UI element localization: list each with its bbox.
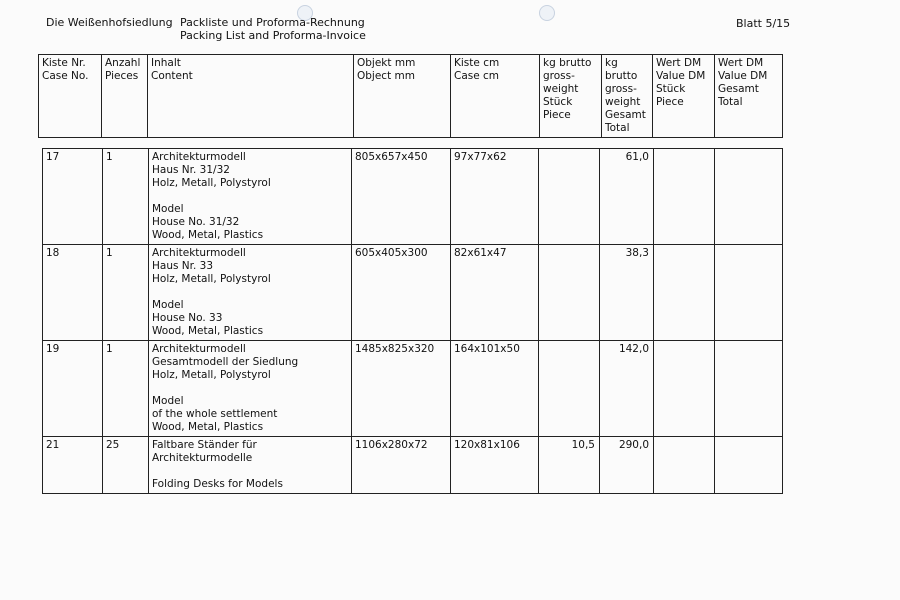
value-piece-cell bbox=[654, 245, 715, 341]
case-no-cell: 18 bbox=[43, 245, 103, 341]
value-piece-cell bbox=[654, 341, 715, 437]
document-org: Die Weißenhofsiedlung bbox=[46, 16, 173, 29]
kg-piece-cell bbox=[539, 149, 600, 245]
punch-hole bbox=[539, 5, 555, 21]
sheet-number: Blatt 5/15 bbox=[736, 17, 791, 30]
value-piece-cell bbox=[654, 437, 715, 494]
case-cm-cell: 97x77x62 bbox=[451, 149, 539, 245]
col-header-object-mm: Objekt mm Object mm bbox=[354, 55, 451, 138]
kg-total-cell: 61,0 bbox=[600, 149, 654, 245]
table-row bbox=[43, 437, 783, 494]
column-header-table bbox=[38, 54, 783, 138]
packing-list-table bbox=[42, 148, 783, 494]
value-total-cell bbox=[715, 245, 783, 341]
content-cell: Architekturmodell Haus Nr. 33 Holz, Metall, Polystyrol Model House No. 33 Wood, Metal, Plastics bbox=[149, 245, 352, 341]
value-total-cell bbox=[715, 341, 783, 437]
value-total-cell bbox=[715, 437, 783, 494]
content-cell: Architekturmodell Haus Nr. 31/32 Holz, Metall, Polystyrol Model House No. 31/32 Wood, Metal, Plastics bbox=[149, 149, 352, 245]
table-row bbox=[43, 341, 783, 437]
kg-total-cell: 290,0 bbox=[600, 437, 654, 494]
col-header-content: Inhalt Content bbox=[148, 55, 354, 138]
case-no-cell: 21 bbox=[43, 437, 103, 494]
col-header-kg-piece: kg brutto gross- weight Stück Piece bbox=[540, 55, 602, 138]
object-mm-cell: 805x657x450 bbox=[352, 149, 451, 245]
table-row bbox=[43, 149, 783, 245]
case-cm-cell: 82x61x47 bbox=[451, 245, 539, 341]
value-piece-cell bbox=[654, 149, 715, 245]
object-mm-cell: 1106x280x72 bbox=[352, 437, 451, 494]
col-header-value-piece: Wert DM Value DM Stück Piece bbox=[653, 55, 715, 138]
col-header-case-no: Kiste Nr. Case No. bbox=[39, 55, 102, 138]
case-cm-cell: 120x81x106 bbox=[451, 437, 539, 494]
pieces-cell: 25 bbox=[103, 437, 149, 494]
pieces-cell: 1 bbox=[103, 341, 149, 437]
pieces-cell: 1 bbox=[103, 149, 149, 245]
object-mm-cell: 605x405x300 bbox=[352, 245, 451, 341]
table-row bbox=[43, 245, 783, 341]
kg-piece-cell bbox=[539, 341, 600, 437]
object-mm-cell: 1485x825x320 bbox=[352, 341, 451, 437]
kg-total-cell: 142,0 bbox=[600, 341, 654, 437]
case-cm-cell: 164x101x50 bbox=[451, 341, 539, 437]
content-cell: Faltbare Ständer für Architekturmodelle Folding Desks for Models bbox=[149, 437, 352, 494]
kg-total-cell: 38,3 bbox=[600, 245, 654, 341]
kg-piece-cell bbox=[539, 245, 600, 341]
title-english: Packing List and Proforma-Invoice bbox=[180, 29, 366, 42]
title-german: Packliste und Proforma-Rechnung bbox=[180, 16, 365, 29]
kg-piece-cell: 10,5 bbox=[539, 437, 600, 494]
col-header-value-total: Wert DM Value DM Gesamt Total bbox=[715, 55, 783, 138]
col-header-pieces: Anzahl Pieces bbox=[102, 55, 148, 138]
case-no-cell: 19 bbox=[43, 341, 103, 437]
col-header-kg-total: kg brutto gross- weight Gesamt Total bbox=[602, 55, 653, 138]
case-no-cell: 17 bbox=[43, 149, 103, 245]
content-cell: Architekturmodell Gesamtmodell der Siedlung Holz, Metall, Polystyrol Model of the whole settlement Wood, Metal, Plastics bbox=[149, 341, 352, 437]
col-header-case-cm: Kiste cm Case cm bbox=[451, 55, 540, 138]
document-title bbox=[180, 16, 366, 42]
pieces-cell: 1 bbox=[103, 245, 149, 341]
value-total-cell bbox=[715, 149, 783, 245]
